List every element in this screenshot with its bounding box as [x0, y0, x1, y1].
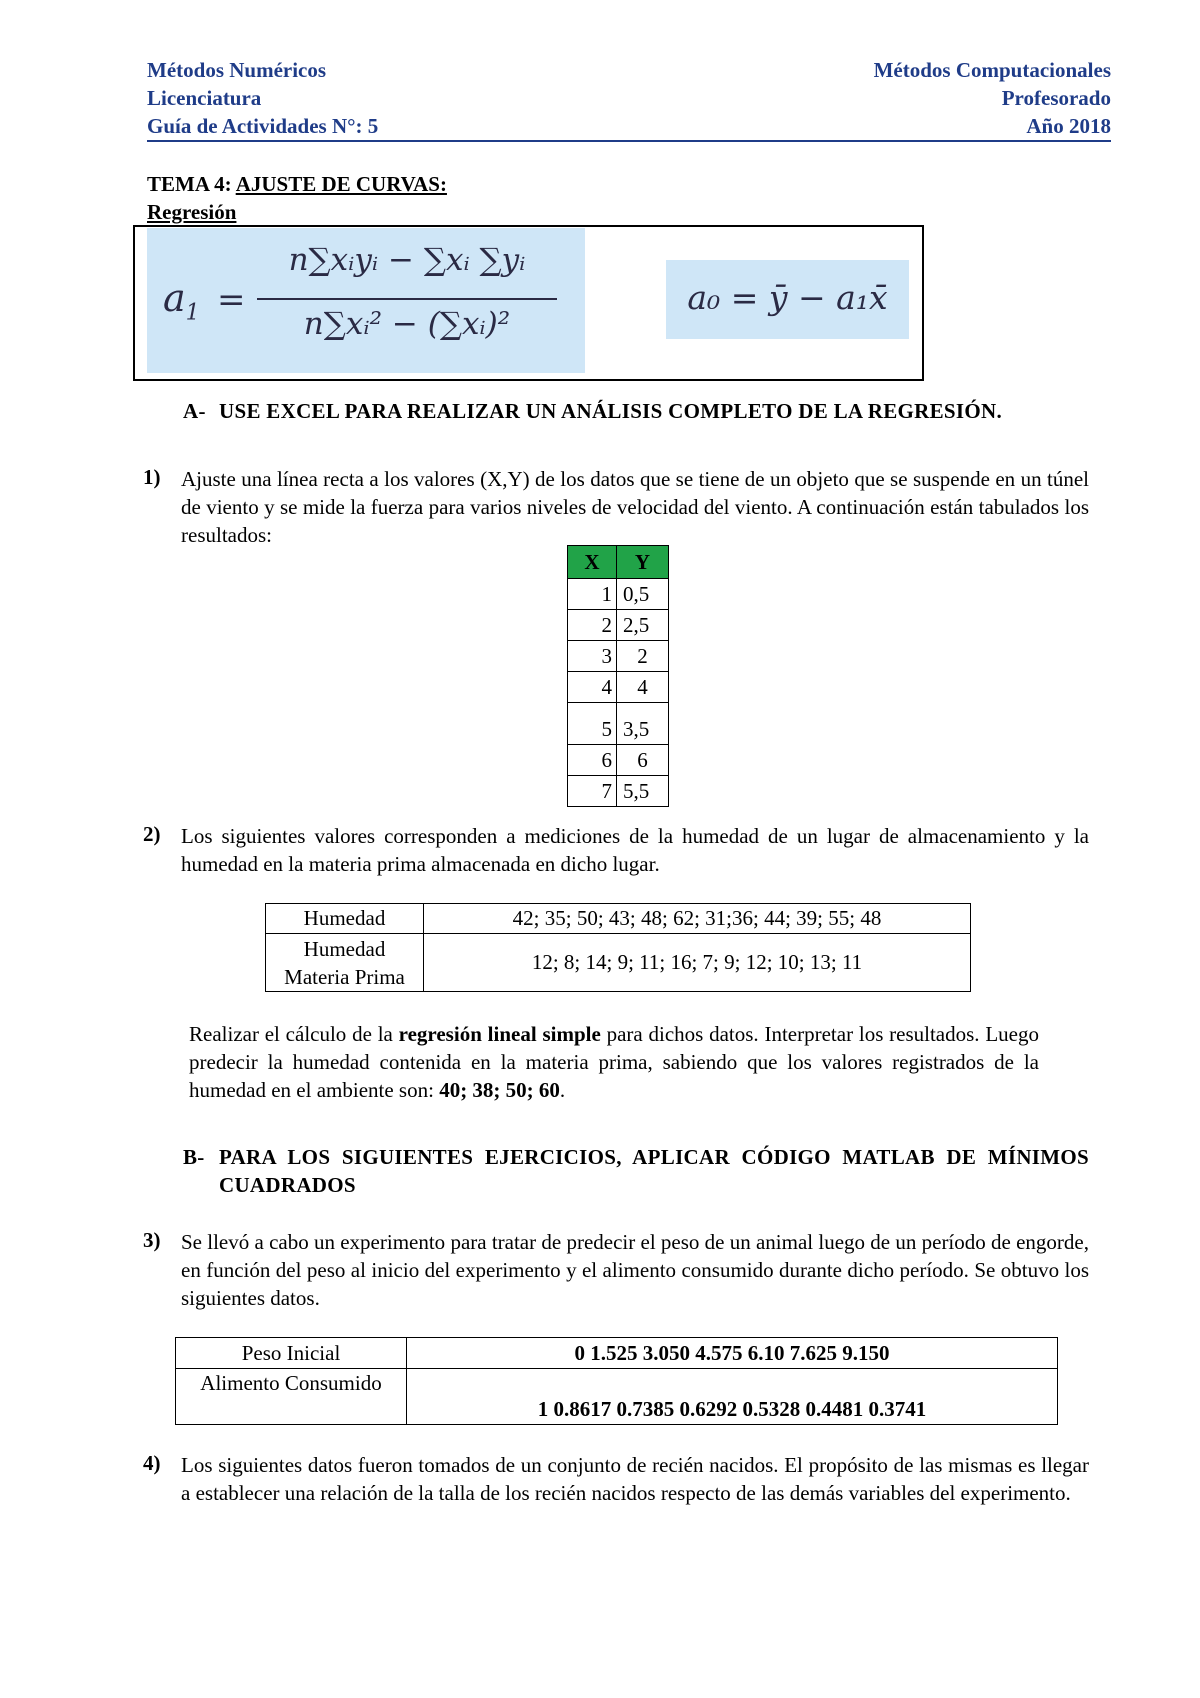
raw-material-label-line1: Humedad	[303, 936, 386, 961]
course-name-alt: Métodos Computacionales	[873, 58, 1111, 82]
a1-equals: =	[217, 280, 246, 320]
x-cell: 1	[568, 579, 617, 610]
raw-material-values: 12; 8; 14; 9; 11; 16; 7; 9; 12; 10; 13; 11	[424, 934, 971, 992]
topic-subtitle: Regresión	[147, 200, 237, 224]
x-cell: 4	[568, 672, 617, 703]
xy-header-row	[568, 546, 669, 579]
y-cell: 2	[617, 641, 669, 672]
header-right	[874, 56, 1111, 140]
ex2-note	[189, 1020, 1039, 1104]
year: Año 2018	[1026, 114, 1111, 138]
initial-weight-label: Peso Inicial	[176, 1338, 407, 1369]
section-b-title: PARA LOS SIGUIENTES EJERCICIOS, APLICAR CÓDIGO MATLAB DE MÍNIMOS CUADRADOS	[219, 1145, 1089, 1197]
table-row	[568, 610, 669, 641]
note-bold: regresión lineal simple	[398, 1022, 601, 1046]
section-a-letter: A-	[183, 399, 206, 423]
a1-numerator: n∑xᵢyᵢ − ∑xᵢ ∑yᵢ	[288, 242, 526, 278]
raw-material-label-line2: Materia Prima	[284, 964, 405, 989]
a0-expression: a₀ = ȳ − a₁x̄	[687, 278, 888, 317]
header-left	[147, 56, 378, 140]
a1-denominator: n∑xᵢ² − (∑xᵢ)²	[303, 306, 511, 342]
weight-table	[175, 1337, 1058, 1425]
table-row	[568, 703, 669, 745]
ex2-number: 2)	[143, 822, 161, 846]
section-a-title: USE EXCEL PARA REALIZAR UN ANÁLISIS COMPLETO DE LA REGRESIÓN.	[219, 399, 1003, 423]
x-cell: 3	[568, 641, 617, 672]
ex2-text: Los siguientes valores corresponden a mediciones de la humedad de un lugar de almacenamiento y la humedad en la materia prima almacenada en dicho lugar.	[181, 824, 1089, 876]
table-row	[266, 904, 971, 934]
xy-header-y: Y	[617, 546, 669, 579]
x-cell: 2	[568, 610, 617, 641]
degree-alt: Profesorado	[1001, 86, 1111, 110]
xy-table	[567, 545, 669, 807]
ex3-text: Se llevó a cabo un experimento para tratar de predecir el peso de un animal luego de un período de engorde, en función del peso al inicio del experimento y el alimento consumido durante dicho período. Se obtuvo los siguientes datos.	[181, 1230, 1089, 1310]
ex3-number: 3)	[143, 1228, 161, 1252]
header-rule	[147, 140, 1111, 142]
degree: Licenciatura	[147, 86, 262, 110]
section-b-letter: B-	[183, 1145, 205, 1169]
topic-label: TEMA 4:	[147, 172, 232, 196]
topic-heading	[147, 170, 447, 198]
food-consumed-values: 1 0.8617 0.7385 0.6292 0.5328 0.4481 0.3741	[407, 1369, 1058, 1425]
x-cell: 7	[568, 776, 617, 807]
guide-number: Guía de Actividades N°: 5	[147, 114, 379, 138]
ex1-number: 1)	[143, 465, 161, 489]
y-cell: 0,5	[617, 579, 669, 610]
course-name: Métodos Numéricos	[147, 58, 327, 82]
note-end: .	[559, 1078, 566, 1102]
table-row	[568, 745, 669, 776]
note-text-2: para dichos datos. Interpretar los resultados. Luego predecir la humedad contenida en la materia prima, sabiendo que los valores registrados de la humedad en el ambiente son:	[189, 1022, 1039, 1102]
x-cell: 5	[568, 703, 617, 745]
ex4-text: Los siguientes datos fueron tomados de un conjunto de recién nacidos. El propósito de las mismas es llegar a establecer una relación de la talla de los recién nacidos respecto de las demás variables del experimento.	[181, 1453, 1089, 1505]
xy-header-x: X	[568, 546, 617, 579]
table-row	[568, 579, 669, 610]
ex4-number: 4)	[143, 1451, 161, 1475]
table-row	[568, 672, 669, 703]
x-cell: 6	[568, 745, 617, 776]
formula-a1	[147, 228, 585, 373]
note-text: Realizar el cálculo de la	[189, 1022, 399, 1046]
ex1-text: Ajuste una línea recta a los valores (X,Y) de los datos que se tiene de un objeto que se suspende en un túnel de viento y se mide la fuerza para varios niveles de velocidad del viento. A continuación están tabulados los resultados:	[181, 467, 1089, 547]
table-row	[568, 776, 669, 807]
food-consumed-label: Alimento Consumido	[176, 1369, 407, 1425]
table-row	[176, 1369, 1058, 1425]
topic-title: AJUSTE DE CURVAS:	[235, 172, 447, 196]
table-row	[568, 641, 669, 672]
y-cell: 2,5	[617, 610, 669, 641]
table-row	[266, 934, 971, 992]
y-cell: 5,5	[617, 776, 669, 807]
humidity-table	[265, 903, 971, 992]
y-cell: 3,5	[617, 703, 669, 745]
humidity-label: Humedad	[266, 904, 424, 934]
humidity-values: 42; 35; 50; 43; 48; 62; 31;36; 44; 39; 55; 48	[424, 904, 971, 934]
table-row	[176, 1338, 1058, 1369]
raw-material-label	[266, 934, 424, 992]
a1-lhs: $a_1$	[163, 276, 200, 326]
formula-a0	[666, 260, 909, 339]
fraction-bar	[257, 298, 557, 300]
y-cell: 4	[617, 672, 669, 703]
initial-weight-values: 0 1.525 3.050 4.575 6.10 7.625 9.150	[407, 1338, 1058, 1369]
y-cell: 6	[617, 745, 669, 776]
note-values: 40; 38; 50; 60	[439, 1078, 560, 1102]
